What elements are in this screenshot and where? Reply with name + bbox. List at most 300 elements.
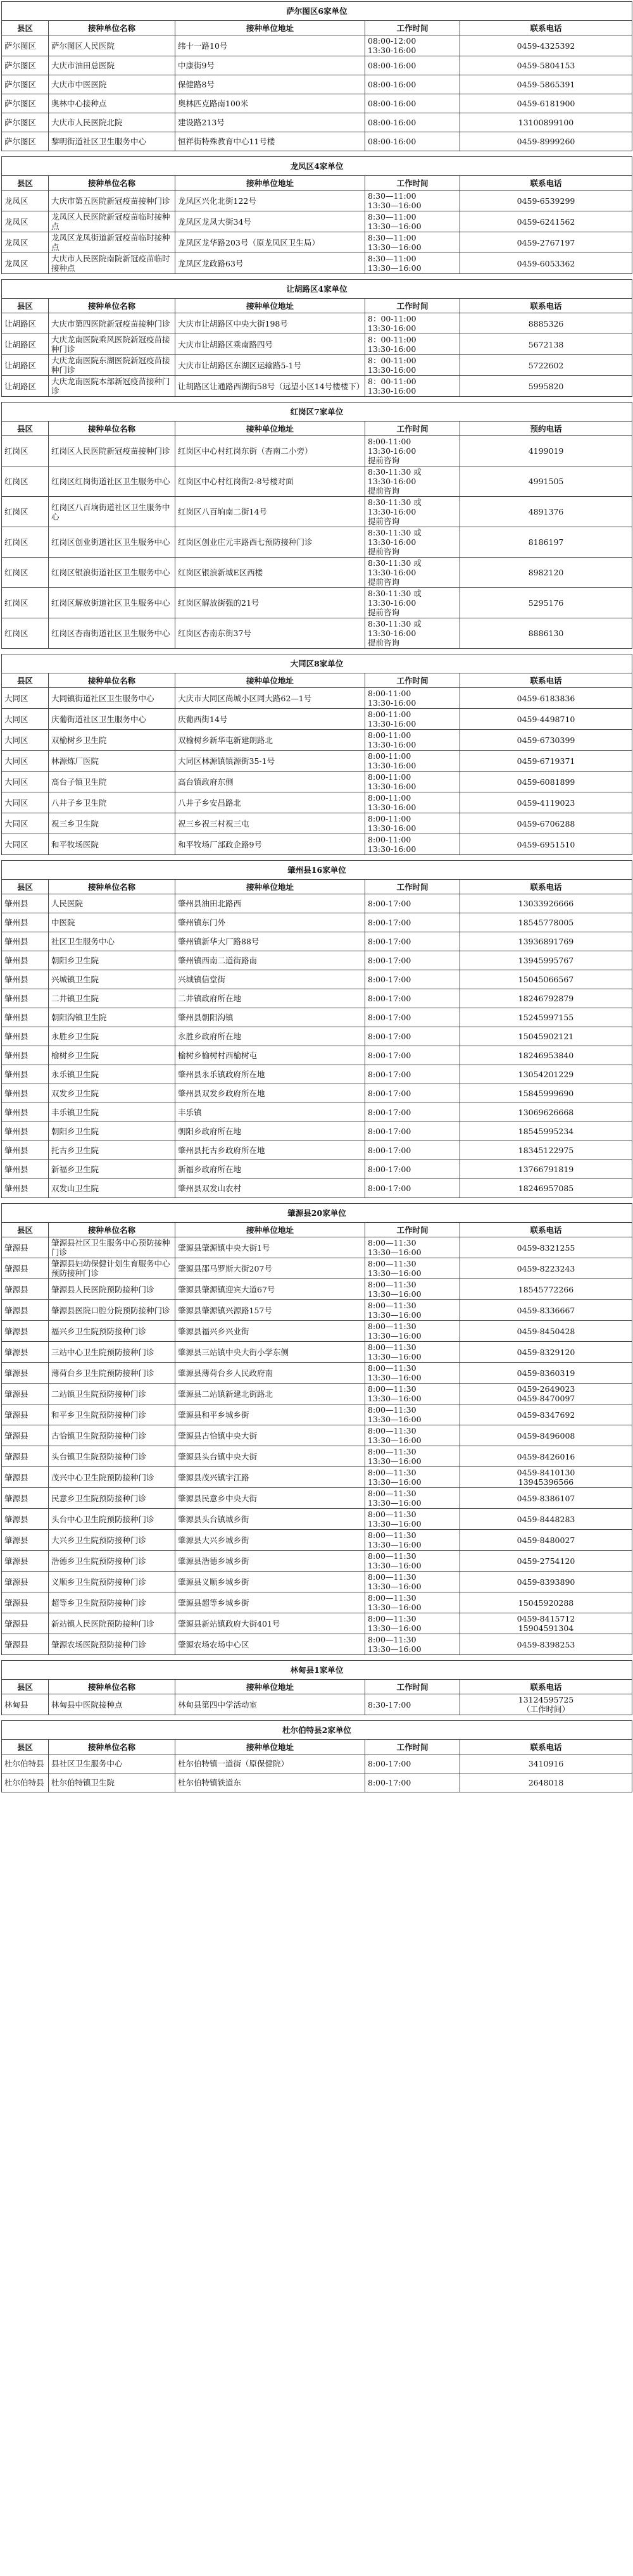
site-address-cell: 朝阳乡政府所在地 bbox=[175, 1122, 365, 1141]
column-header: 县区 bbox=[2, 299, 49, 313]
table-row bbox=[2, 1046, 632, 1065]
work-hours-cell: 8：00-11:00 13:30-16:00 bbox=[365, 334, 460, 355]
phone-cell: 8186197 bbox=[460, 527, 632, 558]
table-row bbox=[2, 211, 632, 232]
table-row bbox=[2, 35, 632, 56]
phone-cell: 18246792879 bbox=[460, 989, 632, 1008]
site-name-cell: 大庆市中医医院 bbox=[49, 75, 175, 94]
site-address-cell: 榆树乡榆树村西榆树屯 bbox=[175, 1046, 365, 1065]
site-address-cell: 肇州县油田北路西 bbox=[175, 894, 365, 913]
column-header: 工作时间 bbox=[365, 299, 460, 313]
county-cell: 肇州县 bbox=[2, 913, 49, 932]
county-cell: 红岗区 bbox=[2, 618, 49, 649]
work-hours-cell: 8:00-17:00 bbox=[365, 1027, 460, 1046]
phone-cell: 0459-8480027 bbox=[460, 1530, 632, 1551]
site-address-cell: 祝三乡祝三村祝三屯 bbox=[175, 813, 365, 834]
table-row bbox=[2, 1279, 632, 1300]
table-row bbox=[2, 834, 632, 855]
table-row bbox=[2, 232, 632, 253]
phone-cell: 8886130 bbox=[460, 618, 632, 649]
site-name-cell: 兴城镇卫生院 bbox=[49, 970, 175, 989]
county-cell: 红岗区 bbox=[2, 497, 49, 527]
table-row bbox=[2, 355, 632, 376]
site-name-cell: 红岗区银浪街道社区卫生服务中心 bbox=[49, 558, 175, 588]
site-name-cell: 朝阳沟镇卫生院 bbox=[49, 1008, 175, 1027]
column-header: 接种单位名称 bbox=[49, 1680, 175, 1694]
site-address-cell: 肇源县三站镇中央大街小学东侧 bbox=[175, 1342, 365, 1363]
site-address-cell: 新福乡政府所在地 bbox=[175, 1160, 365, 1179]
table-row bbox=[2, 1027, 632, 1046]
work-hours-cell: 8:00-11:00 13:30-16:00 bbox=[365, 834, 460, 855]
work-hours-cell: 08:00-16:00 bbox=[365, 94, 460, 113]
column-header: 工作时间 bbox=[365, 1680, 460, 1694]
site-address-cell: 恒祥街特殊教育中心11号楼 bbox=[175, 132, 365, 151]
site-address-cell: 肇源县浩德乡城乡街 bbox=[175, 1551, 365, 1572]
site-address-cell: 肇源县二站镇新建北街路北 bbox=[175, 1384, 365, 1404]
table-row bbox=[2, 588, 632, 618]
county-cell: 杜尔伯特县 bbox=[2, 1773, 49, 1792]
work-hours-cell: 8:00—11:30 13:30—16:00 bbox=[365, 1237, 460, 1258]
table-row bbox=[2, 527, 632, 558]
site-name-cell: 人民医院 bbox=[49, 894, 175, 913]
phone-cell: 3410916 bbox=[460, 1754, 632, 1773]
table-row bbox=[2, 1572, 632, 1592]
table-row bbox=[2, 709, 632, 730]
county-cell: 龙凤区 bbox=[2, 191, 49, 211]
site-name-cell: 大兴乡卫生院预防接种门诊 bbox=[49, 1530, 175, 1551]
county-cell: 肇源县 bbox=[2, 1467, 49, 1488]
table-row bbox=[2, 1237, 632, 1258]
table-row bbox=[2, 989, 632, 1008]
district-section-table bbox=[1, 654, 632, 855]
table-row bbox=[2, 56, 632, 75]
work-hours-cell: 8:00-11:00 13:30-16:00 bbox=[365, 751, 460, 772]
column-header: 工作时间 bbox=[365, 21, 460, 35]
table-row bbox=[2, 913, 632, 932]
phone-cell: 18545772266 bbox=[460, 1279, 632, 1300]
work-hours-cell: 8:00—11:30 13:30—16:00 bbox=[365, 1342, 460, 1363]
work-hours-cell: 8:00-17:00 bbox=[365, 894, 460, 913]
phone-cell: 0459-2649023 0459-8470097 bbox=[460, 1384, 632, 1404]
column-header: 县区 bbox=[2, 176, 49, 191]
phone-cell: 0459-8336667 bbox=[460, 1300, 632, 1321]
county-cell: 大同区 bbox=[2, 688, 49, 709]
work-hours-cell: 8:30-11:30 或 13:30-16:00 提前咨询 bbox=[365, 527, 460, 558]
column-header: 工作时间 bbox=[365, 673, 460, 688]
work-hours-cell: 8:00-11:00 13:30-16:00 bbox=[365, 813, 460, 834]
site-name-cell: 林甸县中医院接种点 bbox=[49, 1694, 175, 1715]
column-header: 联系电话 bbox=[460, 1223, 632, 1237]
county-cell: 龙凤区 bbox=[2, 211, 49, 232]
column-header: 联系电话 bbox=[460, 1680, 632, 1694]
phone-cell: 13069626668 bbox=[460, 1103, 632, 1122]
table-row bbox=[2, 1694, 632, 1715]
work-hours-cell: 8:00—11:30 13:30—16:00 bbox=[365, 1488, 460, 1509]
site-address-cell: 肇源县邵马罗斯大街207号 bbox=[175, 1258, 365, 1279]
work-hours-cell: 8:00—11:30 13:30—16:00 bbox=[365, 1613, 460, 1634]
work-hours-cell: 08:00-16:00 bbox=[365, 75, 460, 94]
work-hours-cell: 8:30—11:00 13:30—16:00 bbox=[365, 211, 460, 232]
table-row bbox=[2, 1363, 632, 1384]
section-title: 让胡路区4家单位 bbox=[2, 280, 632, 299]
phone-cell: 13766791819 bbox=[460, 1160, 632, 1179]
site-address-cell: 中康街9号 bbox=[175, 56, 365, 75]
column-header: 工作时间 bbox=[365, 880, 460, 894]
table-row bbox=[2, 1258, 632, 1279]
phone-cell: 0459-6081899 bbox=[460, 772, 632, 792]
work-hours-cell: 8:30—11:00 13:30—16:00 bbox=[365, 191, 460, 211]
table-row bbox=[2, 1008, 632, 1027]
work-hours-cell: 8:30—11:00 13:30—16:00 bbox=[365, 232, 460, 253]
county-cell: 红岗区 bbox=[2, 436, 49, 466]
table-row bbox=[2, 894, 632, 913]
county-cell: 萨尔图区 bbox=[2, 35, 49, 56]
site-address-cell: 双榆树乡新华屯新建朗路北 bbox=[175, 730, 365, 751]
county-cell: 肇州县 bbox=[2, 1084, 49, 1103]
site-name-cell: 和平牧场医院 bbox=[49, 834, 175, 855]
county-cell: 龙凤区 bbox=[2, 232, 49, 253]
phone-cell: 18545995234 bbox=[460, 1122, 632, 1141]
site-name-cell: 薄荷台乡卫生院预防接种门诊 bbox=[49, 1363, 175, 1384]
phone-cell: 0459-8496008 bbox=[460, 1425, 632, 1446]
site-name-cell: 浩德乡卫生院预防接种门诊 bbox=[49, 1551, 175, 1572]
section-gap bbox=[1, 649, 632, 654]
site-address-cell: 丰乐镇 bbox=[175, 1103, 365, 1122]
site-name-cell: 双发乡卫生院 bbox=[49, 1084, 175, 1103]
county-cell: 大同区 bbox=[2, 834, 49, 855]
county-cell: 肇源县 bbox=[2, 1237, 49, 1258]
county-cell: 林甸县 bbox=[2, 1694, 49, 1715]
district-section-table bbox=[1, 279, 632, 397]
site-name-cell: 杜尔伯特镇卫生院 bbox=[49, 1773, 175, 1792]
phone-cell: 18246953840 bbox=[460, 1046, 632, 1065]
phone-cell: 0459-8223243 bbox=[460, 1258, 632, 1279]
site-address-cell: 建设路213号 bbox=[175, 113, 365, 132]
site-name-cell: 头台中心卫生院预防接种门诊 bbox=[49, 1509, 175, 1530]
county-cell: 红岗区 bbox=[2, 527, 49, 558]
column-header: 接种单位地址 bbox=[175, 422, 365, 436]
table-row bbox=[2, 730, 632, 751]
phone-cell: 0459-6183836 bbox=[460, 688, 632, 709]
phone-cell: 0459-4325392 bbox=[460, 35, 632, 56]
phone-cell: 13100899100 bbox=[460, 113, 632, 132]
section-title: 大同区8家单位 bbox=[2, 654, 632, 673]
work-hours-cell: 8:00-11:00 13:30-16:00 bbox=[365, 792, 460, 813]
phone-cell: 0459-8360319 bbox=[460, 1363, 632, 1384]
work-hours-cell: 08:00-16:00 bbox=[365, 56, 460, 75]
phone-cell: 0459-4498710 bbox=[460, 709, 632, 730]
county-cell: 肇州县 bbox=[2, 1122, 49, 1141]
site-name-cell: 大庆市油田总医院 bbox=[49, 56, 175, 75]
phone-cell: 0459-8393890 bbox=[460, 1572, 632, 1592]
county-cell: 肇州县 bbox=[2, 970, 49, 989]
column-header: 接种单位名称 bbox=[49, 673, 175, 688]
work-hours-cell: 8:00—11:30 13:30—16:00 bbox=[365, 1446, 460, 1467]
county-cell: 肇源县 bbox=[2, 1530, 49, 1551]
site-name-cell: 中医院 bbox=[49, 913, 175, 932]
column-header: 接种单位地址 bbox=[175, 176, 365, 191]
county-cell: 肇州县 bbox=[2, 1008, 49, 1027]
work-hours-cell: 8:00—11:30 13:30—16:00 bbox=[365, 1404, 460, 1425]
site-name-cell: 双榆树乡卫生院 bbox=[49, 730, 175, 751]
site-name-cell: 朝阳乡卫生院 bbox=[49, 1122, 175, 1141]
column-header: 接种单位地址 bbox=[175, 1680, 365, 1694]
site-address-cell: 肇源农场农场中心区 bbox=[175, 1634, 365, 1655]
phone-cell: 18545778005 bbox=[460, 913, 632, 932]
work-hours-cell: 8:00-17:00 bbox=[365, 913, 460, 932]
site-name-cell: 红岗区八百垧街道社区卫生服务中心 bbox=[49, 497, 175, 527]
column-header: 联系电话 bbox=[460, 1740, 632, 1754]
county-cell: 肇州县 bbox=[2, 894, 49, 913]
county-cell: 杜尔伯特县 bbox=[2, 1754, 49, 1773]
table-row bbox=[2, 1530, 632, 1551]
work-hours-cell: 8:00-17:00 bbox=[365, 970, 460, 989]
table-row bbox=[2, 1467, 632, 1488]
table-row bbox=[2, 970, 632, 989]
table-row bbox=[2, 688, 632, 709]
site-name-cell: 新站镇人民医院预防接种门诊 bbox=[49, 1613, 175, 1634]
column-header: 接种单位地址 bbox=[175, 1223, 365, 1237]
phone-cell: 0459-8329120 bbox=[460, 1342, 632, 1363]
table-row bbox=[2, 1754, 632, 1773]
phone-cell: 2648018 bbox=[460, 1773, 632, 1792]
column-header: 接种单位地址 bbox=[175, 299, 365, 313]
section-gap bbox=[1, 1715, 632, 1720]
county-cell: 肇源县 bbox=[2, 1342, 49, 1363]
site-name-cell: 和平乡卫生院预防接种门诊 bbox=[49, 1404, 175, 1425]
table-row bbox=[2, 751, 632, 772]
county-cell: 肇州县 bbox=[2, 1141, 49, 1160]
phone-cell: 0459-6706288 bbox=[460, 813, 632, 834]
site-name-cell: 八井子乡卫生院 bbox=[49, 792, 175, 813]
phone-cell: 13054201229 bbox=[460, 1065, 632, 1084]
work-hours-cell: 8:00-17:00 bbox=[365, 1754, 460, 1773]
county-cell: 萨尔图区 bbox=[2, 56, 49, 75]
section-gap bbox=[1, 1655, 632, 1660]
phone-cell: 13945995767 bbox=[460, 951, 632, 970]
work-hours-cell: 8:00-17:00 bbox=[365, 1141, 460, 1160]
county-cell: 肇源县 bbox=[2, 1321, 49, 1342]
site-name-cell: 奥林中心接种点 bbox=[49, 94, 175, 113]
table-row bbox=[2, 1551, 632, 1572]
site-name-cell: 县社区卫生服务中心 bbox=[49, 1754, 175, 1773]
site-name-cell: 红岗区杏南街道社区卫生服务中心 bbox=[49, 618, 175, 649]
table-row bbox=[2, 75, 632, 94]
work-hours-cell: 8:00-17:00 bbox=[365, 1122, 460, 1141]
district-section-table bbox=[1, 1203, 632, 1655]
vaccination-sites-document bbox=[1, 1, 632, 1792]
column-header: 接种单位名称 bbox=[49, 176, 175, 191]
site-name-cell: 双发山卫生院 bbox=[49, 1179, 175, 1198]
work-hours-cell: 8:00—11:30 13:30—16:00 bbox=[365, 1321, 460, 1342]
site-address-cell: 肇源县肇源镇中央大街1号 bbox=[175, 1237, 365, 1258]
district-section-table bbox=[1, 1720, 632, 1792]
phone-cell: 0459-6951510 bbox=[460, 834, 632, 855]
table-row bbox=[2, 1404, 632, 1425]
phone-cell: 15045920288 bbox=[460, 1592, 632, 1613]
work-hours-cell: 8:00-17:00 bbox=[365, 1008, 460, 1027]
site-address-cell: 龙凤区龙华路203号（原龙凤区卫生局） bbox=[175, 232, 365, 253]
county-cell: 肇州县 bbox=[2, 1103, 49, 1122]
county-cell: 肇州县 bbox=[2, 1065, 49, 1084]
work-hours-cell: 8:00-11:00 13:30-16:00 bbox=[365, 709, 460, 730]
site-name-cell: 肇源农场医院预防接种门诊 bbox=[49, 1634, 175, 1655]
work-hours-cell: 8:00—11:30 13:30—16:00 bbox=[365, 1592, 460, 1613]
county-cell: 肇源县 bbox=[2, 1551, 49, 1572]
site-address-cell: 兴城镇信堂街 bbox=[175, 970, 365, 989]
column-header: 预约电话 bbox=[460, 422, 632, 436]
phone-cell: 13936891769 bbox=[460, 932, 632, 951]
site-address-cell: 肇州县托古乡政府所在地 bbox=[175, 1141, 365, 1160]
table-row bbox=[2, 1160, 632, 1179]
column-header: 联系电话 bbox=[460, 299, 632, 313]
table-row bbox=[2, 951, 632, 970]
county-cell: 肇源县 bbox=[2, 1509, 49, 1530]
table-row bbox=[2, 792, 632, 813]
site-address-cell: 红岗区中心村红岗街2-8号楼对面 bbox=[175, 466, 365, 497]
section-title: 肇源县20家单位 bbox=[2, 1204, 632, 1223]
work-hours-cell: 8:00—11:30 13:30—16:00 bbox=[365, 1467, 460, 1488]
phone-cell: 15045902121 bbox=[460, 1027, 632, 1046]
site-address-cell: 红岗区解放街强的21号 bbox=[175, 588, 365, 618]
site-name-cell: 二站镇卫生院预防接种门诊 bbox=[49, 1384, 175, 1404]
table-row bbox=[2, 1321, 632, 1342]
site-address-cell: 肇源县肇源镇兴源路157号 bbox=[175, 1300, 365, 1321]
table-row bbox=[2, 376, 632, 397]
county-cell: 肇州县 bbox=[2, 1027, 49, 1046]
work-hours-cell: 8:00—11:30 13:30—16:00 bbox=[365, 1572, 460, 1592]
column-header: 联系电话 bbox=[460, 176, 632, 191]
county-cell: 肇源县 bbox=[2, 1258, 49, 1279]
phone-cell: 0459-8386107 bbox=[460, 1488, 632, 1509]
county-cell: 肇源县 bbox=[2, 1279, 49, 1300]
phone-cell: 0459-5865391 bbox=[460, 75, 632, 94]
section-title: 林甸县1家单位 bbox=[2, 1661, 632, 1680]
site-address-cell: 龙凤区兴化北街122号 bbox=[175, 191, 365, 211]
county-cell: 肇源县 bbox=[2, 1363, 49, 1384]
county-cell: 让胡路区 bbox=[2, 334, 49, 355]
work-hours-cell: 8:00-17:00 bbox=[365, 932, 460, 951]
work-hours-cell: 8:00-17:00 bbox=[365, 951, 460, 970]
work-hours-cell: 8：00-11:00 13:30-16:00 bbox=[365, 355, 460, 376]
county-cell: 大同区 bbox=[2, 792, 49, 813]
work-hours-cell: 8:30-17:00 bbox=[365, 1694, 460, 1715]
county-cell: 肇源县 bbox=[2, 1300, 49, 1321]
table-row bbox=[2, 618, 632, 649]
table-row bbox=[2, 772, 632, 792]
site-address-cell: 肇州县朝阳沟镇 bbox=[175, 1008, 365, 1027]
phone-cell: 5672138 bbox=[460, 334, 632, 355]
county-cell: 肇源县 bbox=[2, 1384, 49, 1404]
work-hours-cell: 8:00—11:30 13:30—16:00 bbox=[365, 1530, 460, 1551]
table-row bbox=[2, 132, 632, 151]
site-address-cell: 肇源县和平乡城乡街 bbox=[175, 1404, 365, 1425]
county-cell: 萨尔图区 bbox=[2, 75, 49, 94]
county-cell: 红岗区 bbox=[2, 466, 49, 497]
county-cell: 萨尔图区 bbox=[2, 132, 49, 151]
county-cell: 红岗区 bbox=[2, 558, 49, 588]
site-name-cell: 大庆龙南医院本部新冠疫苗接种门诊 bbox=[49, 376, 175, 397]
site-address-cell: 和平牧场厂部政企路9号 bbox=[175, 834, 365, 855]
table-row bbox=[2, 932, 632, 951]
site-name-cell: 龙凤区人民医院新冠疫苗临时接种点 bbox=[49, 211, 175, 232]
section-gap bbox=[1, 274, 632, 279]
table-row bbox=[2, 113, 632, 132]
column-header: 接种单位名称 bbox=[49, 422, 175, 436]
site-address-cell: 肇源县茂兴镇宇江路 bbox=[175, 1467, 365, 1488]
section-title: 肇州县16家单位 bbox=[2, 861, 632, 880]
site-name-cell: 社区卫生服务中心 bbox=[49, 932, 175, 951]
site-address-cell: 肇源县民意乡中央大街 bbox=[175, 1488, 365, 1509]
site-address-cell: 龙凤区龙政路63号 bbox=[175, 253, 365, 274]
phone-cell: 15845999690 bbox=[460, 1084, 632, 1103]
site-name-cell: 二井镇卫生院 bbox=[49, 989, 175, 1008]
county-cell: 肇源县 bbox=[2, 1488, 49, 1509]
site-address-cell: 肇源县大兴乡城乡街 bbox=[175, 1530, 365, 1551]
work-hours-cell: 08:00-16:00 bbox=[365, 113, 460, 132]
phone-cell: 0459-4119023 bbox=[460, 792, 632, 813]
column-header: 县区 bbox=[2, 1223, 49, 1237]
phone-cell: 13033926666 bbox=[460, 894, 632, 913]
site-address-cell: 肇源县福兴乡兴业街 bbox=[175, 1321, 365, 1342]
site-name-cell: 三站中心卫生院预防接种门诊 bbox=[49, 1342, 175, 1363]
phone-cell: 0459-6539299 bbox=[460, 191, 632, 211]
work-hours-cell: 8:30—11:00 13:30—16:00 bbox=[365, 253, 460, 274]
phone-cell: 0459-8398253 bbox=[460, 1634, 632, 1655]
site-address-cell: 红岗区中心村红岗东街（杏南二小旁） bbox=[175, 436, 365, 466]
site-name-cell: 永乐镇卫生院 bbox=[49, 1065, 175, 1084]
section-title: 杜尔伯特县2家单位 bbox=[2, 1721, 632, 1740]
site-name-cell: 大庆市人民医院南院新冠疫苗临时接种点 bbox=[49, 253, 175, 274]
section-gap bbox=[1, 397, 632, 402]
site-address-cell: 肇源县头台镇中央大街 bbox=[175, 1446, 365, 1467]
column-header: 联系电话 bbox=[460, 880, 632, 894]
county-cell: 让胡路区 bbox=[2, 313, 49, 334]
column-header: 县区 bbox=[2, 422, 49, 436]
column-header: 县区 bbox=[2, 1680, 49, 1694]
table-row bbox=[2, 253, 632, 274]
county-cell: 肇源县 bbox=[2, 1592, 49, 1613]
site-address-cell: 肇州县双发山农村 bbox=[175, 1179, 365, 1198]
phone-cell: 0459-8410130 13945396566 bbox=[460, 1467, 632, 1488]
county-cell: 让胡路区 bbox=[2, 376, 49, 397]
county-cell: 肇州县 bbox=[2, 932, 49, 951]
column-header: 接种单位地址 bbox=[175, 1740, 365, 1754]
table-row bbox=[2, 1122, 632, 1141]
site-name-cell: 肇源县医院口腔分院预防接种门诊 bbox=[49, 1300, 175, 1321]
work-hours-cell: 8:00-11:00 13:30-16:00 bbox=[365, 730, 460, 751]
section-gap bbox=[1, 151, 632, 156]
phone-cell: 0459-2754120 bbox=[460, 1551, 632, 1572]
work-hours-cell: 8:00-17:00 bbox=[365, 1773, 460, 1792]
site-name-cell: 义顺乡卫生院预防接种门诊 bbox=[49, 1572, 175, 1592]
table-row bbox=[2, 334, 632, 355]
work-hours-cell: 08:00-12:00 13:30-16:00 bbox=[365, 35, 460, 56]
section-title: 萨尔图区6家单位 bbox=[2, 2, 632, 21]
work-hours-cell: 8:00—11:30 13:30—16:00 bbox=[365, 1384, 460, 1404]
site-name-cell: 托古乡卫生院 bbox=[49, 1141, 175, 1160]
column-header: 接种单位名称 bbox=[49, 880, 175, 894]
phone-cell: 5722602 bbox=[460, 355, 632, 376]
table-row bbox=[2, 1384, 632, 1404]
site-address-cell: 肇源县新站镇政府大街401号 bbox=[175, 1613, 365, 1634]
column-header: 工作时间 bbox=[365, 422, 460, 436]
work-hours-cell: 8:00-11:00 13:30-16:00 bbox=[365, 772, 460, 792]
site-address-cell: 二井镇政府所在地 bbox=[175, 989, 365, 1008]
column-header: 县区 bbox=[2, 673, 49, 688]
work-hours-cell: 8:00-17:00 bbox=[365, 989, 460, 1008]
site-address-cell: 肇源县头台镇城乡街 bbox=[175, 1509, 365, 1530]
